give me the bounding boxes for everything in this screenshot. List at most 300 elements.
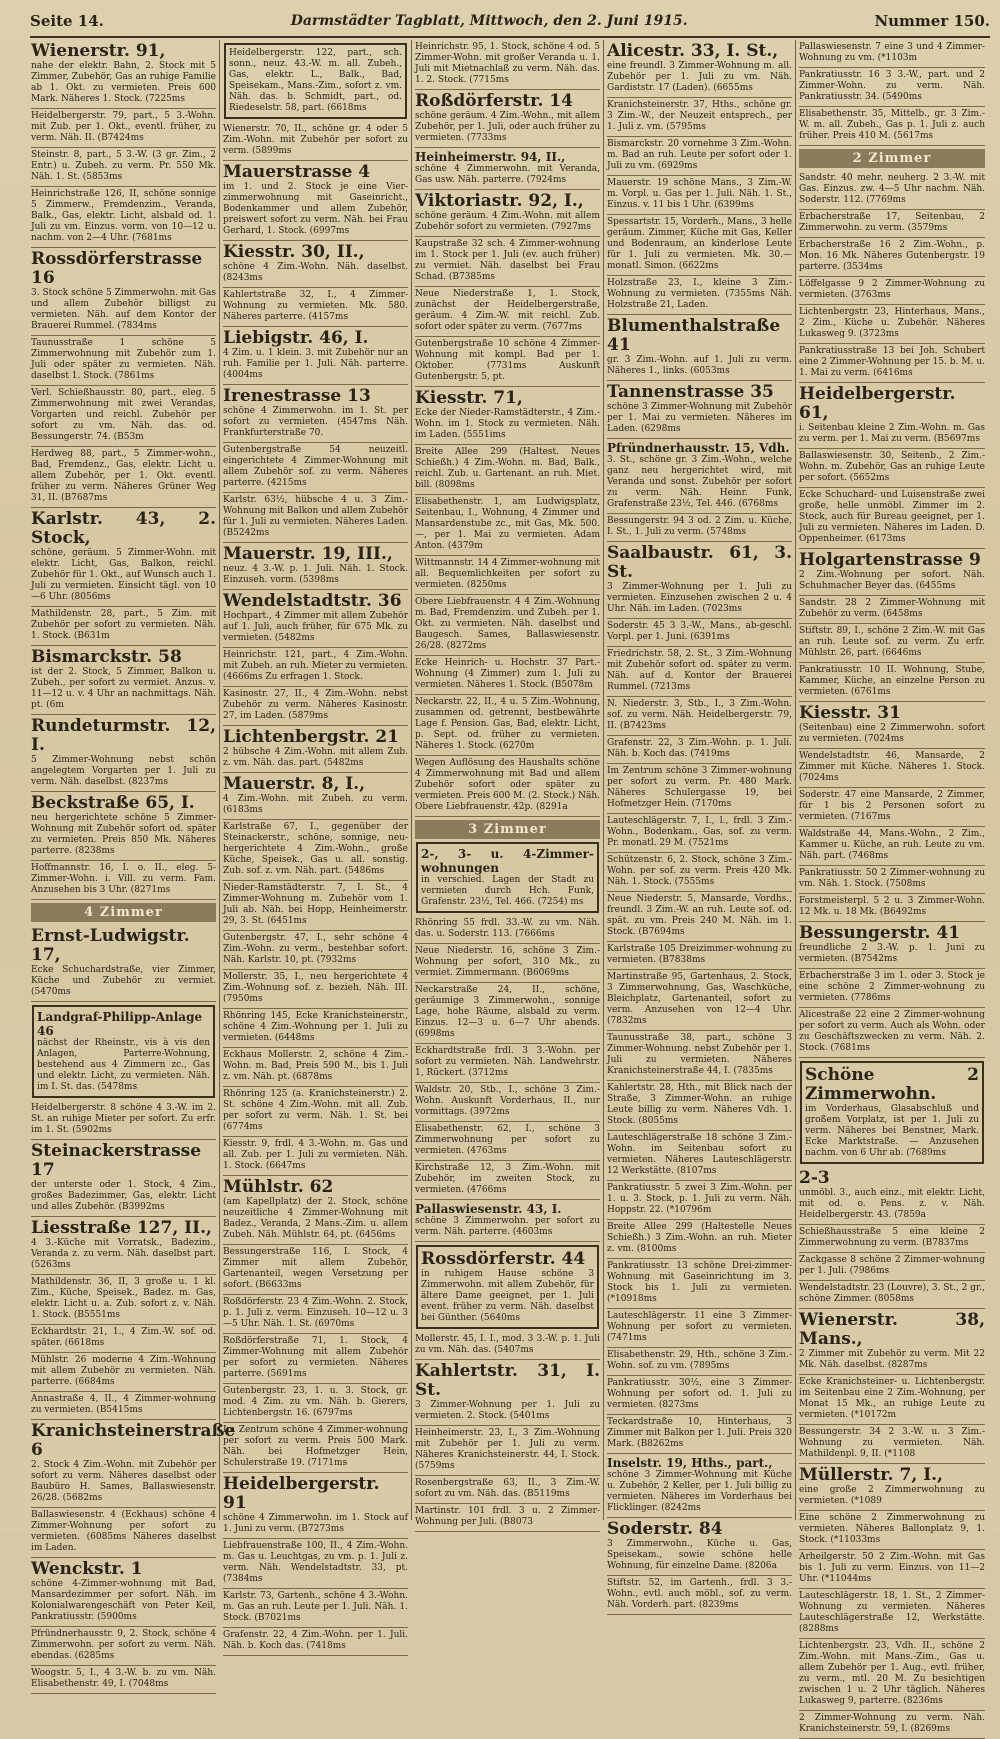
ad-body: Waldstr. 20, Stb., I., schöne 3 Zim.-Wohn. Auskunft Vorderhaus, II., nur vormittags. (3972ms bbox=[415, 1085, 600, 1117]
classified-ad bbox=[799, 1225, 985, 1253]
ad-body: Ecke Heinrich- u. Hochstr. 37 Part.-Wohnung (4 Zimmer) zum 1. Juli zu vermieten. Näheres 1. Stock. (B5078m bbox=[415, 658, 600, 690]
section-header: 4 Zimmer bbox=[31, 903, 216, 922]
ad-headline: Lichtenbergstr. 21 bbox=[223, 727, 400, 747]
ad-headline: Saalbaustr. 61, 3. St. bbox=[607, 543, 792, 582]
classified-ad bbox=[31, 148, 216, 187]
ad-body: Karlstraße 105 Dreizimmer-wohnung zu vermieten. (B7838ms bbox=[607, 944, 792, 965]
ad-body: Eine schöne 2 Zimmerwohnung zu vermieten. Näheres Ballonplatz 9, 1. Stock. (*11033ms bbox=[799, 1513, 985, 1545]
ad-body: Mathildenstr. 28, part., 5 Zim. mit Zubehör per sofort zu vermieten. Näh. 1. Stock. (B631m bbox=[31, 609, 216, 641]
classified-ad bbox=[31, 248, 216, 336]
ad-body: Kirchstraße 12, 3 Zim.-Wohn. mit Zubehör, im zweiten Stock, zu vermieten. (4766ms bbox=[415, 1163, 600, 1195]
ad-body: gr. 3 Zim.-Wohn. auf 1. Juli zu verm. Näheres 1., links. (6053ms bbox=[607, 355, 792, 376]
ad-headline: Liebigstr. 46, I. bbox=[223, 328, 369, 348]
ad-body: Bismarckstr. 20 vornehme 3 Zim.-Wohn. m. Bad an ruh. Leute per sofort oder 1. Juli zu vm. (6929ms bbox=[607, 139, 792, 171]
ad-body: Taunusstraße 38, part., schöne 3 Zimmer-Wohnung. nebst Zubehör per 1. Juli zu vermieten. Näheres Kranichsteinerstraße 44, I. (7835ms bbox=[607, 1033, 792, 1076]
ad-body: eine freundl. 3 Zimmer-Wohnung m. all. Zubehör per 1. Juli zu vm. Näh. Gardiststr. 17 (Laden). (6655ms bbox=[607, 61, 792, 93]
classified-ad bbox=[607, 1415, 792, 1454]
ad-body: 5 Zimmer-Wohnung nebst schön angelegtem Vorgarten per 1. Juli zu verm. Näh. daselbst. (8237ms bbox=[31, 755, 216, 787]
classified-ad bbox=[31, 1508, 216, 1558]
classified-ad bbox=[799, 1511, 985, 1550]
classified-ad bbox=[223, 1295, 408, 1334]
classified-ad bbox=[223, 288, 408, 327]
classified-ad bbox=[607, 697, 792, 736]
classified-ad bbox=[223, 970, 408, 1009]
classified-ad bbox=[607, 619, 792, 647]
ad-body: Neue Niederstraße 1, 1. Stock, zunächst der Heidelbergerstraße, geräum. 4 Zim.-W. mit reichl. Zub. sofort oder später zu verm. (7677ms bbox=[415, 289, 600, 332]
ad-body: Erbacherstraße 16 2 Zim.-Wohn., p. Mon. 16 Mk. Näheres Gutenbergstr. 19 parterre. (3534ms bbox=[799, 240, 985, 272]
classified-ad bbox=[223, 590, 408, 648]
ad-headline: Steinackerstrasse 17 bbox=[31, 1141, 202, 1180]
ad-body: Heinrichstr. 95, 1. Stock, schöne 4 od. 5 Zimmer-Wohn. mit großer Veranda u. 1. Juli mit Mietnachlaß zu verm. Näh. das. 1. 2. Stock. (7715ms bbox=[415, 42, 600, 85]
ad-body: Gutenbergstraße 54 neuzeitl. eingerichtete 4 Zimmer-Wohnung mit allem Zubehör sof. zu verm. Näheres parterre. (4215ms bbox=[223, 445, 408, 488]
classified-ad bbox=[799, 449, 985, 488]
classified-ad bbox=[799, 663, 985, 702]
classified-ad bbox=[223, 931, 408, 970]
ad-body: Pankratiusstr. 50 2 Zimmer-wohnung zu vm. Näh. 1. Stock. (7508ms bbox=[799, 868, 985, 889]
ad-body: Wittmannstr. 14 4 Zimmer-wohnung mit all. Bequemlichkeiten per sofort zu vermieten. (8250ms bbox=[415, 558, 600, 590]
ad-body: Kranichsteinerstr. 37, Hths., schöne gr. 3 Zim.-W., der Neuzeit entsprech., per 1. Juli z. vm. (5795ms bbox=[607, 100, 792, 132]
ad-headline: Wenckstr. 1 bbox=[31, 1559, 143, 1579]
classified-ad bbox=[415, 1083, 600, 1122]
classified-ad bbox=[415, 237, 600, 287]
classified-ad bbox=[223, 648, 408, 687]
classified-ad bbox=[223, 820, 408, 881]
ad-body: Kahlertstr. 28, Hth., mit Blick nach der Straße, 3 Zimmer-Wohn. an ruhige Leute billig zu verm. Näheres Vdh. 1. Stock. (8055ms bbox=[607, 1083, 792, 1126]
classified-ad bbox=[416, 1245, 599, 1329]
ad-body: Heinrichstr. 121, part., 4 Zim.-Wohn. mit Zubeh. an ruh. Mieter zu vermieten. (4666ms Zu erfragen 1. Stock. bbox=[223, 650, 408, 682]
classified-ad bbox=[415, 595, 600, 656]
ad-body: Breite Allee 299 (Haltestelle Neues Schießh.) 3 Zim.-Wohn. an ruh. Mieter z. vm. (8100ms bbox=[607, 1222, 792, 1254]
classified-ad bbox=[799, 624, 985, 663]
ad-body: Arheilgerstr. 50 2 Zim.-Wohn. mit Gas bis 1. Juli zu verm. Einzus. von 11—2 Uhr. (*11044ms bbox=[799, 1552, 985, 1584]
classified-ad bbox=[799, 969, 985, 1008]
ad-body: Bessungerstr. 34 2 3.-W. u. 3 Zim.-Wohnung zu vermieten. Näh. Mathildenpl. 9, II. (*1108 bbox=[799, 1427, 985, 1459]
ad-headline: Kahlertstr. 31, I. St. bbox=[415, 1361, 600, 1400]
ad-body: Ecke der Nieder-Ramstädterstr., 4 Zim.-Wohn. im 1. Stock zu vermieten. Näh. im Laden. (5551ims bbox=[415, 408, 600, 440]
classified-ad bbox=[607, 1309, 792, 1348]
ad-body: Bessungerstr. 94 3 od. 2 Zim. u. Küche, I. St., 1. Juli zu verm. (5748ms bbox=[607, 516, 792, 537]
ad-body: Heinheimerstr. 23, I., 3 Zim.-Wohnung mit Zubehör per 1. Juli zu verm. Näheres Kranichsteinerstr. 44, I. Stock. (5759ms bbox=[415, 1428, 600, 1471]
ad-headline: Roßdörferstr. 14 bbox=[415, 91, 573, 111]
classified-ad bbox=[415, 1044, 600, 1083]
classified-ad bbox=[415, 387, 600, 445]
classified-ad bbox=[415, 916, 600, 944]
classified-ad bbox=[799, 383, 985, 449]
ad-body: Elisabethenstr. 35, Mittelb., gr. 3 Zim.-W. m. all. Zubeh., Gas p. 1. Juli z. auch früher. Preis 410 M. (5617ms bbox=[799, 109, 985, 141]
ad-body: schöne geräum. 4 Zim.-Wohn. mit allem Zubehör sofort zu vermieten. (7927ms bbox=[415, 211, 600, 232]
ad-body: Kasinostr. 27, II., 4 Zim.-Wohn. nebst Zubehör zu verm. Näheres Kasinostr. 27, im Laden. (5879ms bbox=[223, 689, 408, 721]
ad-body: Martinstraße 95, Gartenhaus, 2. Stock, 3 Zimmerwohnung, Gas, Waschküche, Bleichplatz, Gartenanteil, sofort zu verm. Anzusehen von 12—4 Uhr. (7832ms bbox=[607, 972, 792, 1026]
ad-body: Erbacherstraße 17, Seitenbau, 2 Zimmerwohn. zu verm. (3579ms bbox=[799, 212, 985, 233]
ad-headline: Bessungerstr. 41 bbox=[799, 923, 961, 943]
classified-ad bbox=[31, 1353, 216, 1392]
ad-body: Herdweg 88, part., 5 Zimmer-wohn., Bad, Fremdenz., Gas, elektr. Licht u. allem Zubehör, per 1. Okt. eventl. früher zu verm. Näheres Grüner Weg 31, II. (B7687ms bbox=[31, 449, 216, 503]
classified-ad bbox=[31, 607, 216, 646]
ad-body: Kaupstraße 32 sch. 4 Zimmer-wohnung im 1. Stock per 1. Juli (ev. auch früher) zu vermiet. Näh. daselbst bei Frau Schad. (B7385ms bbox=[415, 239, 600, 282]
classified-ad bbox=[607, 215, 792, 276]
ad-body: schöne geräum. 4 Zim.-Wohn., mit allem Zubehör, per 1. Juli, oder auch früher zu vermieten. (7733ms bbox=[415, 111, 600, 143]
ad-headline: Heidelbergerstr. 61, bbox=[799, 384, 956, 423]
classified-ad bbox=[799, 1281, 985, 1309]
classified-ad bbox=[415, 556, 600, 595]
ad-headline: Liesstraße 127, II., bbox=[31, 1218, 212, 1238]
ad-body: Waldstraße 44, Mans.-Wohn., 2 Zim., Kammer u. Küche, an ruh. Leute zu vm. Näh. part. (7468ms bbox=[799, 829, 985, 861]
classified-ad bbox=[415, 90, 600, 148]
ad-body: 2 hübsche 4 Zim.-Wohn. mit allem Zub. z. vm. Näh. das. part. (5482ms bbox=[223, 747, 408, 768]
ad-headline: Mauerstr. 19, III., bbox=[223, 544, 393, 564]
ad-body: Karlstr. 73, Gartenh., schöne 4 3.-Wohn. m. Gas an ruh. Leute per 1. Juli. Näh. 1. Stock. (B7021ms bbox=[223, 1591, 408, 1623]
ad-body: i. Seitenbau kleine 2 Zim.-Wohn. m. Gas zu verm. per 1. Mai zu verm. (B5697ms bbox=[799, 423, 985, 444]
ad-body: neu hergerichtete schöne 5 Zimmer-Wohnung mit Zubehör sofort od. später zu vermieten. Preis 850 Mk. Näheres parterre. (8238ms bbox=[31, 813, 216, 856]
ad-body: Ballaswiesenstr. 4 (Eckhaus) schöne 4 Zimmer-Wohnung per sofort zu vermieten. (6085ms Näheres daselbst im Laden. bbox=[31, 1510, 216, 1553]
classified-ad bbox=[607, 1454, 792, 1518]
masthead: Darmstädter Tagblatt, Mittwoch, den 2. Juni 1915. bbox=[290, 13, 688, 29]
classified-ad bbox=[223, 881, 408, 931]
classified-ad bbox=[799, 1711, 985, 1739]
classified-ad bbox=[415, 445, 600, 495]
ad-headline: Holgartenstrasse 9 bbox=[799, 550, 981, 570]
classified-ad bbox=[799, 277, 985, 305]
classified-ad bbox=[607, 1259, 792, 1309]
classified-ad bbox=[415, 656, 600, 695]
classified-ad bbox=[223, 1009, 408, 1048]
ad-headline: 2-, 3- u. 4-Zimmer-wohnungen bbox=[421, 847, 594, 875]
ad-body: schöne 4 Zimmerwohn. im 1. St. per sofort zu vermieten. (4547ms Näh. Frankfurterstraße 70. bbox=[223, 406, 408, 438]
classified-ad bbox=[415, 495, 600, 556]
ad-body: Soderstr. 47 eine Mansarde, 2 Zimmer, für 1 bis 2 Personen sofort zu vermieten. (7167ms bbox=[799, 790, 985, 822]
ad-body: Gutenbergstr. 47, I., sehr schöne 4 Zim.-Wohn. zu verm., bestehbar sofort. Näh. Karlstr. 10, pt. (7932ms bbox=[223, 933, 408, 965]
ad-body: 4 3.-Küche mit Vorratsk., Badezim., Veranda z. zu verm. Näh. daselbst part. (5263ms bbox=[31, 1238, 216, 1270]
ad-body: 3. St., schöne gr. 3 Zim.-Wohn., welche ganz neu hergerichtet wird, mit Veranda und sonst. Zubehör per sofort zu verm. Näh. Heinr. Funk, Grafenstraße 23½, Tel. 446. (6768ms bbox=[607, 455, 792, 509]
ad-body: Mathildenstr. 36, II, 3 große u. 1 kl. Zim., Küche, Speisek., Badez. m. Gas, elektr. Licht u. a. Zub. sofort z. v. Näh. 1. Stock. (B5551ms bbox=[31, 1277, 216, 1320]
classified-ad bbox=[607, 970, 792, 1031]
classified-ad bbox=[799, 305, 985, 344]
ad-body: 4 Zim.-Wohn. mit Zubeh. zu verm. (6183ms bbox=[223, 794, 408, 815]
ad-body: Rosenbergstraße 63, II., 3 Zim.-W. sofort zu vm. Näh. das. (B5119ms bbox=[415, 1478, 600, 1499]
ad-body: Im Zentrum schöne 4 Zimmer-wohnung per sofort zu verm. Preis 500 Mark. Näh. bei Hofmetzger Hein, Schulerstraße 19. (7171ms bbox=[223, 1425, 408, 1468]
classified-ad bbox=[607, 315, 792, 381]
ad-body: Hochpart., 4 Zimmer mit allem Zubehör auf 1. Juli, auch früher, für 675 Mk. zu vermieten. (5482ms bbox=[223, 611, 408, 643]
classified-ad bbox=[607, 1131, 792, 1181]
ad-headline: Kiesstr. 30, II., bbox=[223, 242, 365, 262]
ad-headline: Irenestrasse 13 bbox=[223, 386, 371, 406]
classified-ad bbox=[799, 1550, 985, 1589]
ad-body: Mühlstr. 26 moderne 4 Zim.-Wohnung mit allem Zubehör zu vermieten. Näh. parterre. (6684ms bbox=[31, 1355, 216, 1387]
classified-ad bbox=[607, 276, 792, 315]
ad-body: ist der 2. Stock, 5 Zimmer, Balkon u. Zubeh., per sofort zu vermiet. Anzus. v. 11—12 u. v. 4 Uhr an nachmittags. Näh. pt. (6m bbox=[31, 667, 216, 710]
ad-headline: Ernst-Ludwigstr. 17, bbox=[31, 926, 190, 965]
classified-ad bbox=[799, 827, 985, 866]
classified-ad bbox=[415, 148, 600, 190]
ad-body: Woogstr. 5, I., 4 3.-W. b. zu vm. Näh. Elisabethenstr. 49, I. (7048ms bbox=[31, 1668, 216, 1689]
classified-ad bbox=[31, 646, 216, 715]
ad-body: Pankratiusstr. 10 II. Wohnung, Stube, Kammer, Küche, an einzelne Person zu vermieten. (6761ms bbox=[799, 665, 985, 697]
ad-body: Forstmeisterpl. 5 2 u. 3 Zimmer-Wohn. 12 Mk. u. 18 Mk. (B6492ms bbox=[799, 896, 985, 917]
classified-ad bbox=[799, 1464, 985, 1511]
ad-body: Pankratiusstr. 13 schöne Drei-zimmer-Wohnung mit Gaseinrichtung im 3. Stock bis 1. Juli zu vermieten. (*10918ms bbox=[607, 1261, 792, 1304]
column-4 bbox=[604, 40, 796, 1610]
ad-body: 3. Stock schöne 5 Zimmerwohn. mit Gas und allem Zubehör billigst zu vermieten. Näh. auf dem Kontor der Brauerei Rummel. (7834ms bbox=[31, 288, 216, 331]
classified-ad bbox=[415, 40, 600, 90]
classified-ad bbox=[31, 336, 216, 386]
ad-body: Kahlertstraße 32, I., 4 Zimmer-Wohnung zu vermieten. Mk. 580. Näheres parterre. (4157ms bbox=[223, 290, 408, 322]
ad-headline: Rundeturmstr. 12, I. bbox=[31, 716, 216, 755]
ad-headline: Mühlstr. 62 bbox=[223, 1177, 334, 1197]
classified-ad bbox=[31, 1666, 216, 1694]
classified-ad bbox=[607, 1220, 792, 1259]
classified-ad bbox=[415, 337, 600, 387]
ad-body: Heinrichstraße 126, II, schöne sonnige 5 Zimmerw., Fremdenzim., Veranda, Balk., Gas, elektr. Licht, alsbald od. 1. Juli zu vm. Einzus. vorm. von 10—12 u. nachm. von 2—4 Uhr. (7681ms bbox=[31, 189, 216, 243]
ad-headline: Pallaswiesenstr. 43, I. bbox=[415, 1202, 562, 1216]
classified-ad bbox=[799, 788, 985, 827]
classified-ad bbox=[607, 1376, 792, 1415]
ad-body: der unterste oder 1. Stock, 4 Zim., großes Badezimmer, Gas, elektr. Licht und alles Zubehör. (B3992ms bbox=[31, 1180, 216, 1212]
ad-body: Wendelstadtstr. 46, Mansarde, 2 Zimmer mit Küche. Näheres 1. Stock. (7024ms bbox=[799, 751, 985, 783]
ad-body: schöne, geräum. 5 Zimmer-Wohn. mit elektr. Licht, Gas, Balkon, reichl. Zubehör für 1. Okt., auf Wunsch auch 1. Juli zu vermieten. Einsicht tägl. von 10—6 Uhr. (8056ms bbox=[31, 548, 216, 602]
ad-body: Rhönring 55 frdl. 33.-W. zu vm. Näh. das. u. Soderstr. 113. (7666ms bbox=[415, 918, 600, 939]
classified-ad bbox=[799, 866, 985, 894]
ad-body: Grafenstr. 22, 4 Zim.-Wohn. per 1. Juli. Näh. b. Koch das. (7418ms bbox=[223, 1630, 408, 1651]
ad-body: Neckarstr. 22, II., 4 u. 5 Zim.-Wohnung, zusammen od. getrennt, bestbewährte Lage f. Pension. Gas, Bad, elektr. Licht, p. Sept. od. früher zu vermieten. Näheres 1. Stock. (6270m bbox=[415, 697, 600, 751]
classified-ad bbox=[607, 1181, 792, 1220]
classified-ad bbox=[31, 187, 216, 248]
ad-body: 3 Zimmerwohn., Küche u. Gas, Speisekam., sowie schöne helle Wohnung, für einzelne Dame. (8206a bbox=[607, 1539, 792, 1571]
ad-body: Heidelbergerstr. 79, part., 5 3.-Wohn. mit Zub. per 1. Okt., eventl. früher, zu verm. Näh. II. (B7424ms bbox=[31, 111, 216, 143]
ad-body: im Vorderhaus, Glasabschluß und großem Vorplatz, ist per 1. Juli zu verm. Näheres bei Benstner, Mark. Ecke Marktstraße. — Anzusehen nachm. von 6 Uhr ab. (7689ms bbox=[805, 1104, 979, 1158]
ad-body: Nieder-Ramstädterstr. 7, I. St., 4 Zimmer-Wohnung m. Zubehör vom 1. Juli ab. Näh. bei Hopp, Heinheimerstr. 29, 3. St. (6451ms bbox=[223, 883, 408, 926]
classified-ad bbox=[223, 122, 408, 161]
ad-headline: Wendelstadtstr. 36 bbox=[223, 591, 402, 611]
ad-body: Schießhausstraße 5 eine kleine 2 Zimmerwohnung zu verm. (B7837ms bbox=[799, 1227, 985, 1248]
classified-ad bbox=[415, 1161, 600, 1200]
ad-body: Lauteschlägerstr. 18, 1. St., 2 Zimmer-Wohnung zu vermieten. Näheres Lauteschlägerstraße 12, Werkstätte. (8288ms bbox=[799, 1591, 985, 1634]
classified-ad bbox=[415, 944, 600, 983]
classified-ad bbox=[415, 1504, 600, 1532]
classified-ad bbox=[223, 443, 408, 493]
ad-body: Neue Niederstr. 16, schöne 3 Zim.-Wohnung per sofort, 310 Mk., zu vermiet. Zimmermann. (B6069ms bbox=[415, 946, 600, 978]
column-2 bbox=[220, 40, 412, 1651]
classified-ad bbox=[607, 98, 792, 137]
columns bbox=[28, 40, 990, 1734]
ad-body: Hoffmannstr. 16, I. o. II., eleg. 5-Zimmer-Wohn. i. Vill. zu verm. Fam. Anzusehen bis 3 Uhr. (8271ms bbox=[31, 863, 216, 895]
ad-body: schöne 4 Zim.-Wohn. Näh. daselbst. (8243ms bbox=[223, 262, 408, 283]
classified-ad bbox=[799, 549, 985, 596]
classified-ad bbox=[31, 1275, 216, 1325]
classified-ad bbox=[223, 1473, 408, 1539]
classified-ad bbox=[223, 1539, 408, 1589]
ad-body: schöne 3 Zimmer-Wohnung mit Zubehör per 1. Mai zu vermieten. Näheres im Laden. (6298ms bbox=[607, 402, 792, 434]
classified-ad bbox=[223, 493, 408, 543]
classified-ad bbox=[607, 40, 792, 98]
classified-ad bbox=[799, 1008, 985, 1058]
ad-body: nahe der elektr. Bahn, 2. Stock mit 5 Zimmer, Zubehör, Gas an ruhige Familie ab 1. Okt. zu vermieten. Preis 600 Mark. Näheres 1. Stock. (7225ms bbox=[31, 61, 216, 104]
ad-body: Elisabethenstr. 29, Hth., schöne 3 Zim.-Wohn. sof. zu vm. (7895ms bbox=[607, 1350, 792, 1371]
classified-ad bbox=[607, 736, 792, 764]
ad-headline: Kiesstr. 71, bbox=[415, 388, 523, 408]
classified-ad bbox=[415, 1360, 600, 1426]
ad-body: Roßdörferstr. 23 4 Zim.-Wohn. 2. Stock, p. 1. Juli z. verm. Einzuseh. 10—12 u. 3—5 Uhr. Näh. 1. St. (6970ms bbox=[223, 1297, 408, 1329]
ad-body: Gutenbergstraße 10 schöne 4 Zimmer-Wohnung mit kompl. Bad per 1. Oktober. (7731ms Auskunft Gutenbergstr. 5, pt. bbox=[415, 339, 600, 382]
classified-ad bbox=[415, 695, 600, 756]
page-number: Seite 14. bbox=[30, 12, 104, 30]
classified-ad bbox=[800, 1061, 984, 1164]
classified-ad bbox=[799, 1167, 985, 1225]
ad-headline: Blumenthalstraße 41 bbox=[607, 316, 781, 355]
classified-ad bbox=[31, 447, 216, 508]
ad-headline: Beckstraße 65, I. bbox=[31, 793, 195, 813]
ad-body: Pankratiusstraße 13 bei Joh. Schubert eine 2 Zimmer-Wohnung per 15. b. M. u. 1. Mai zu verm. (6416ms bbox=[799, 346, 985, 378]
classified-ad bbox=[31, 1217, 216, 1275]
ad-body: Lauteschlägerstr. 11 eine 3 Zimmer-Wohnung per sofort zu vermieten. (7471ms bbox=[607, 1311, 792, 1343]
ad-body: Rhönring 145, Ecke Kranichsteinerstr., schöne 4 Zim.-Wohnung per 1. Juli zu vermieten. (6448ms bbox=[223, 1011, 408, 1043]
ad-body: eine große 2 Zimmerwohnung zu vermieten. (*1089 bbox=[799, 1485, 985, 1506]
ad-body: Soderstr. 45 3 3.-W., Mans., ab-geschl. Vorpl. per 1. Juni. (6391ms bbox=[607, 621, 792, 642]
ad-body: neuz. 4 3.-W. p. 1. Juli. Näh. 1. Stock. Einzuseh. vorm. (5398ms bbox=[223, 564, 408, 585]
classified-ad bbox=[223, 1423, 408, 1473]
ad-headline: Kranichsteinerstraße 6 bbox=[31, 1421, 236, 1460]
classified-ad bbox=[607, 1031, 792, 1081]
classified-ad bbox=[223, 1628, 408, 1656]
ad-body: Steinstr. 8, part., 5 3.-W. (3 gr. Zim., 2 Entr.) u. Zubeh. zu verm. Pr. 550 Mk. Näh. 1. St. (5853ms bbox=[31, 150, 216, 182]
classified-ad bbox=[415, 1476, 600, 1504]
classified-ad bbox=[607, 1081, 792, 1131]
ad-body: Wendelstadtstr. 23 (Louvre), 3. St., 2 gr., schöne Zimmer. (8058ms bbox=[799, 1283, 986, 1304]
ad-body: Löffelgasse 9 2 Zimmer-Wohnung zu vermieten. (3763ms bbox=[799, 279, 985, 300]
ad-headline: 2-3 bbox=[799, 1168, 830, 1188]
ad-body: 2 Zimmer-Wohnung zu verm. Näh. Kranichsteinerstr. 59, I. (8269ms bbox=[799, 1713, 985, 1734]
ad-headline: Bismarckstr. 58 bbox=[31, 647, 182, 667]
ad-headline: Pfründnerhausstr. 15, Vdh. bbox=[607, 441, 790, 455]
classified-ad bbox=[799, 40, 985, 68]
classified-ad bbox=[415, 1426, 600, 1476]
ad-body: Kiesstr. 9, frdl. 4 3.-Wohn. m. Gas und all. Zub. per 1. Juli zu vermieten. Näh. 1. Stock. (6647ms bbox=[223, 1139, 408, 1171]
ad-body: Im Zentrum schöne 3 Zimmer-wohnung per sofort zu verm. Pr. 480 Mark. Näheres Schulergasse 19, bei Hofmetzger Hein. (7170ms bbox=[607, 766, 792, 809]
ad-body: Martinstr. 101 frdl. 3 u. 2 Zimmer-Wohnung per Juli. (B8073 bbox=[415, 1506, 600, 1527]
ad-body: Elisabethenstr. 62, I., schöne 3 Zimmerwohnung per sofort zu vermieten. (4763ms bbox=[415, 1124, 600, 1156]
ad-body: Grafenstr. 22, 3 Zim.-Wohn. p. 1. Juli. Näh. b. Koch das. (7419ms bbox=[607, 738, 792, 759]
ad-body: Roßdörferstraße 71, 1. Stock, 4 Zimmer-Wohnung mit allem Zubehör per sofort zu vermieten. Näheres parterre. (5691ms bbox=[223, 1336, 408, 1379]
classified-ad bbox=[799, 68, 985, 107]
classified-ad bbox=[31, 792, 216, 861]
classified-ad bbox=[415, 287, 600, 337]
classified-ad bbox=[31, 1627, 216, 1666]
ad-body: 2. Stock 4 Zim.-Wohn. mit Zubehör per sofort zu verm. Näheres daselbst oder Baubüro H. Sames, Ballaswiesenstr. 26/28. (5682ms bbox=[31, 1460, 216, 1503]
classified-ad bbox=[31, 40, 216, 109]
classified-ad bbox=[31, 1140, 216, 1217]
ad-body: Eckhaus Mollerstr. 2, schöne 4 Zim.-Wohn. m. Bad, Preis 590 M., bis 1. Juli z. vm. Näh. pt. (6878ms bbox=[223, 1050, 408, 1082]
ad-body: Friedrichstr. 58, 2. St., 3 Zim.-Wohnung mit Zubehör sofort od. später zu verm. Näh. auf d. Kontor der Brauerei Rummel. (7213ms bbox=[607, 649, 792, 692]
ad-body: Pfründnerhausstr. 9, 2. Stock, schöne 4 Zimmerwohn. per sofort zu verm. Näh. ebendas. (6285ms bbox=[31, 1629, 216, 1661]
ad-body: Ecke Schuchard- und Luisenstraße zwei große, helle unmöbl. Zimmer im 2. Stock, auch für Bureau geeignet, per 1. Juli zu vermieten. Näheres im Laden. D. Oppenheimer. (6173ms bbox=[799, 490, 985, 544]
ad-body: schöne 3 Zimmer-Wohnung mit Küche u. Zubehör, 2 Keller, per 1. Juli billig zu vermieten. Näheres im Vorderhaus bei Flicklinger. (8242ms bbox=[607, 1470, 792, 1513]
issue-number: Nummer 150. bbox=[874, 12, 990, 30]
ad-body: Teckardstraße 10, Hinterhaus, 3 Zimmer mit Balkon per 1. Juli. Preis 320 Mark. (B8262ms bbox=[607, 1417, 792, 1449]
classified-ad bbox=[223, 1589, 408, 1628]
ad-body: schöne 4 Zimmerwohn. im 1. Stock auf 1. Juni zu verm. (B7273ms bbox=[223, 1513, 408, 1534]
ad-body: Breite Allee 299 (Haltest. Neues Schießh.) 4 Zim.-Wohn. m. Bad, Balk., reichl. Zub. u. Gartenant. an ruh. Miet. bill. (8098ms bbox=[415, 447, 600, 490]
page-header bbox=[30, 6, 990, 38]
ad-headline: Mauerstr. 8, I., bbox=[223, 774, 366, 794]
classified-ad bbox=[607, 542, 792, 619]
classified-ad bbox=[607, 942, 792, 970]
ad-body: Holzstraße 23, I., kleine 3 Zim.-Wohnung zu vermieten. (7355ms Näh. Holzstraße 21, Laden. bbox=[607, 278, 792, 310]
classified-ad bbox=[799, 894, 985, 922]
ad-body: Spessartstr. 15, Vorderh., Mans., 3 helle geräum. Zimmer, Küche mit Gas, Keller und Bodenraum, an kinderlose Leute für 1. Juli zu vermieten. Mk. 30.— monatl. Simon. (6622ms bbox=[607, 217, 792, 271]
classified-ad bbox=[31, 508, 216, 607]
ad-body: Heidelbergerstr. 122, part., sch. sonn., neuz. 43.-W. m. all. Zubeh., Gas, elektr. L., Balk., Bad, Speisekam., Mans.-Zim., sofort z. vm. Näh. das. b. Schmidt, part., od. Riedeselstr. 58, part. (6618ms bbox=[229, 48, 402, 113]
ad-body: 3 Zimmer-Wohnung per 1. Juli zu vermieten. Einzusehen zwischen 2 u. 4 Uhr. Näh. im Laden. (7023ms bbox=[607, 582, 792, 614]
ad-body: Heidelbergerstr. 8 schöne 4 3.-W. im 2. St. an ruhige Mieter per sofort. Zu erfr. im 1. St. (5902ms bbox=[31, 1103, 216, 1135]
classified-ad bbox=[607, 514, 792, 542]
ad-body: freundliche 2 3.-W. p. 1. Juni zu vermieten. (B7542ms bbox=[799, 943, 985, 964]
ad-body: Pankratiusstr. 30½, eine 3 Zimmer-Wohnung per sofort od. 1. Juli zu vermieten. (8273ms bbox=[607, 1378, 792, 1410]
classified-ad bbox=[799, 749, 985, 788]
ad-body: schöne 3 Zimmerwohn. per sofort zu verm. Näh. parterre. (4603ms bbox=[415, 1216, 600, 1237]
classified-ad bbox=[607, 764, 792, 814]
ad-body: Karlstraße 67, I., gegenüber der Steinackerstr., schöne, sonnige, neu-hergerichtete 4 Zim.-Wohn., große Küche, Speisek., Gas u. all. sonstig. Zub. sof. z. vm. Näh. part. (5486ms bbox=[223, 822, 408, 876]
classified-ad bbox=[799, 1589, 985, 1639]
ad-headline: Soderstr. 84 bbox=[607, 1519, 723, 1539]
ad-body: Ecke Schuchardstraße, vier Zimmer, Küche und Zubehör zu vermiet. (5470ms bbox=[31, 965, 216, 997]
ad-body: (Seitenbau) eine 2 Zimmerwohn. sofort zu vermieten. (7024ms bbox=[799, 723, 985, 744]
ad-body: Stiftstr. 52, im Gartenh., frdl. 3 3.-Wohn., evtl. auch möbl., sof. zu verm. Näh. Vorderh. part. (8239ms bbox=[607, 1578, 792, 1610]
classified-ad bbox=[799, 922, 985, 969]
ad-body: Mollerstr. 35, I., neu hergerichtete 4 Zim.-Wohnung sof. z. bezieh. Näh. III. (7950ms bbox=[223, 972, 408, 1004]
section-header: 3 Zimmer bbox=[415, 820, 600, 839]
classified-ad bbox=[31, 1558, 216, 1627]
classified-ad bbox=[223, 687, 408, 726]
ad-headline: Kiesstr. 31 bbox=[799, 703, 901, 723]
classified-ad bbox=[607, 647, 792, 697]
classified-ad bbox=[799, 1639, 985, 1711]
ad-body: Eckhardtstr. 21, 1., 4 Zim.-W. sof. od. später. (6618ms bbox=[31, 1327, 216, 1348]
ad-body: Annastraße 4, II., 4 Zimmer-wohnung zu vermieten. (B5415ms bbox=[31, 1394, 216, 1415]
ad-body: Elisabethenstr. 1, am Ludwigsplatz, Seitenbau, I., Wohnung, 4 Zimmer und Mansardenstube zc., mit Gas, Mk. 500.—, per 1. Mai zu vermieten. Adam Anton. (4379m bbox=[415, 497, 600, 551]
ad-headline: Heidelbergerstr. 91 bbox=[223, 1474, 380, 1513]
ad-body: schöne 4-Zimmer-wohnung mit Bad, Mansardezimmer per sofort. Näh. im Kolonialwarengeschäft von Peter Keil, Pankratiusstr. (5900ms bbox=[31, 1579, 216, 1622]
classified-ad bbox=[799, 210, 985, 238]
ad-body: Lichtenbergstr. 23, Hinterhaus, Mans., 2 Zim., Küche u. Zubehör. Näheres Lukasweg 9. (3723ms bbox=[799, 307, 985, 339]
ad-headline: Müllerstr. 7, I., bbox=[799, 1465, 943, 1485]
ad-body: (am Kapellplatz) der 2. Stock, schöne neuzeitliche 4 Zimmer-Wohnung mit Badez., Veranda, 2 Mans.-Zim. u. allem Zubeh. Näh. Mühlstr. 64, pt. (6456ms bbox=[223, 1197, 408, 1240]
ad-body: Obere Liebfrauenstr. 4 4 Zim.-Wohnung m. Bad, Fremdenzim. und Zubeh. per 1. Okt. zu vermieten. Näh. daselbst und Baugesch. Sames, Ballaswiesenstr. 26/28. (8272ms bbox=[415, 597, 600, 651]
classified-ad bbox=[31, 386, 216, 447]
classified-ad bbox=[799, 1375, 985, 1425]
ad-body: Mauerstr. 19 schöne Mans., 3 Zim.-W. m. Vorpl. u. Gas per 1. Juli. Näh. 1. St., Einzus. v. 11 bis 1 Uhr. (6399ms bbox=[607, 178, 792, 210]
classified-ad bbox=[31, 109, 216, 148]
ad-body: Schützenstr. 6, 2. Stock, schöne 3 Zim.-Wohn. per sof. zu verm. Preis 420 Mk. Näh. 1. Stock. (7555ms bbox=[607, 855, 792, 887]
ad-headline: Alicestr. 33, I. St., bbox=[607, 41, 779, 61]
ad-body: in ruhigem Hause schöne 3 Zimmerwohn. mit allem Zubehör, für ältere Dame geeignet, per 1. Juli event. früher zu verm. Näh. daselbst bei Günther. (5640ms bbox=[421, 1269, 594, 1323]
ad-body: 4 Zim. u. 1 klein. 3. mit Zubehör nur an ruh. Familie per 1. Juli. Näh. parterre. (4004ms bbox=[223, 348, 408, 380]
ad-headline: Schöne 2 Zimmerwohn. bbox=[805, 1065, 979, 1104]
ad-body: Pankratiusstr. 16 3 3.-W., part. und 2 Zimmer-Wohn. zu verm. Näh. Pankratiusstr. 34. (5490ms bbox=[799, 70, 985, 102]
ad-body: nächst der Rheinstr., vis à vis den Anlagen, Parterre-Wohnung, bestehend aus 4 Zimmern zc., Gas und elektr. Licht, zu vermieten. Näh. im I. St. das. (5478ms bbox=[37, 1038, 210, 1092]
ad-body: Wegen Auflösung des Haushalts schöne 4 Zimmerwohnung mit Bad und allem Zubehör sofort oder später zu vermieten. Preis 600 M. (2. Stock.) Näh. Obere Liebfrauenstr. 42p. (8291a bbox=[415, 758, 600, 812]
ad-body: Rhönring 125 (a. Kranichsteinerstr.) 2. St. schöne 4 Zim.-Wohn. mit all. Zub. per sofort zu verm. Näh. 1. St. bei (6774ms bbox=[223, 1089, 408, 1132]
classified-ad bbox=[607, 1518, 792, 1576]
classified-ad bbox=[223, 1048, 408, 1087]
ad-body: Sandstr. 40 mehr. neuherg. 2 3.-W. mit Gas. Einzus. zw. 4—5 Uhr nachm. Näh. Soderstr. 112. (7769ms bbox=[799, 173, 985, 205]
ad-body: Alicestraße 22 eine 2 Zimmer-wohnung per sofort zu verm. Auch als Wohn. oder zu Geschäftszwecken zu verm. Näh. 2. Stock. (7681ms bbox=[799, 1010, 985, 1053]
classified-ad bbox=[31, 1101, 216, 1140]
classified-ad bbox=[799, 344, 985, 383]
ad-body: Lauteschlägerstraße 18 schöne 3 Zim.-Wohn. im Seitenbau sofort zu vermieten. Näheres Lauteschlägerstr. 12 Werkstätte. (8107ms bbox=[607, 1133, 792, 1176]
classified-ad bbox=[799, 702, 985, 749]
column-1 bbox=[28, 40, 236, 1689]
ad-headline: Tannenstrasse 35 bbox=[607, 382, 774, 402]
classified-ad bbox=[415, 983, 600, 1044]
